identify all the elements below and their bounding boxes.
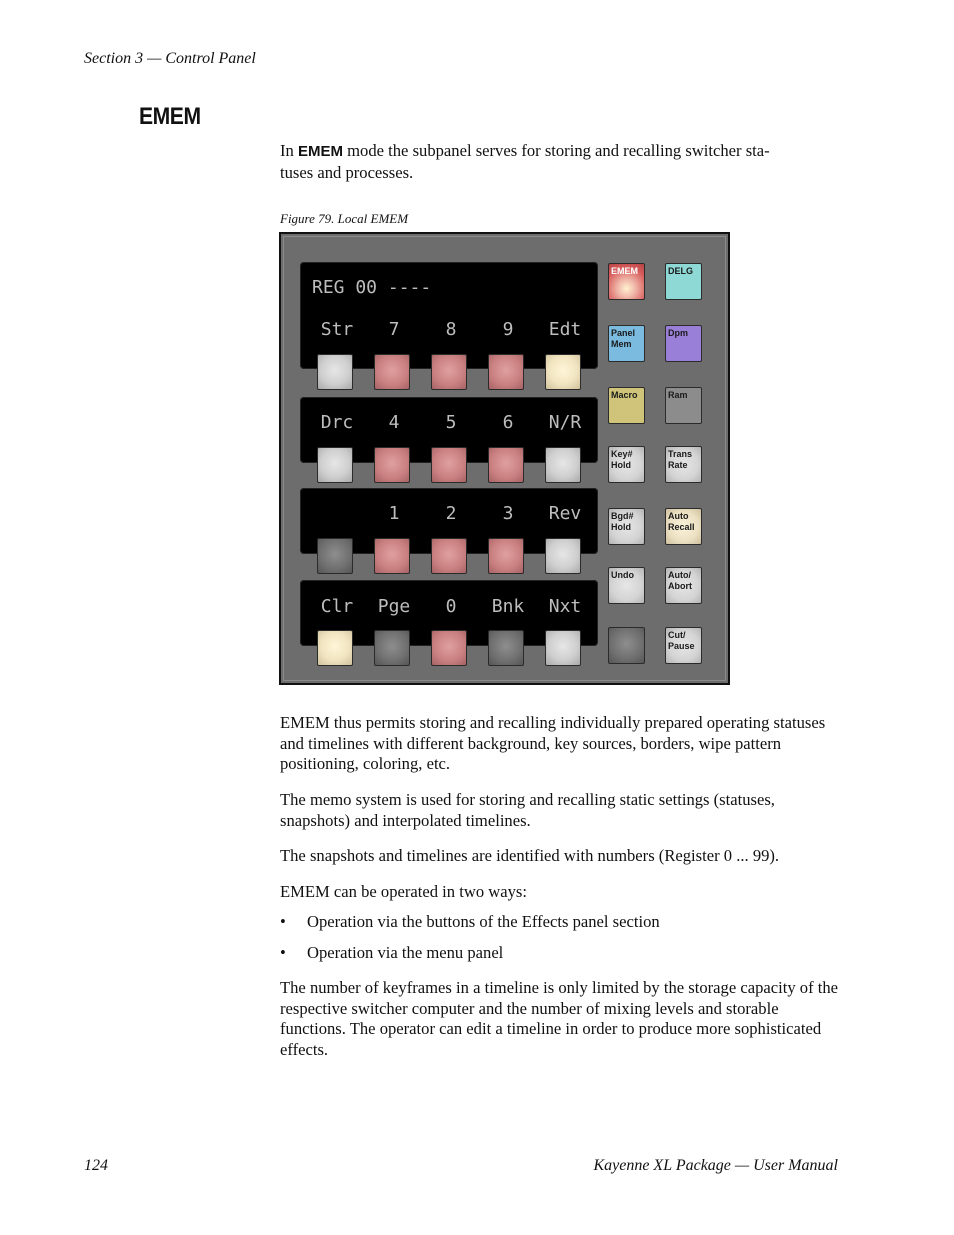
key-label: Bnk xyxy=(491,596,525,617)
body-paragraph-4: EMEM can be operated in two ways: xyxy=(280,882,527,901)
emem-panel-figure xyxy=(279,232,730,685)
digit-4-button[interactable] xyxy=(374,447,410,483)
rev-button[interactable] xyxy=(545,538,581,574)
undo-button[interactable]: Undo xyxy=(608,567,645,604)
key-label: Pge xyxy=(377,596,411,617)
macro-button[interactable]: Macro xyxy=(608,387,645,424)
nr-button[interactable] xyxy=(545,447,581,483)
emem-keyword: EMEM xyxy=(297,143,343,160)
key-hold-button[interactable]: Key# Hold xyxy=(608,446,645,483)
key-label: 0 xyxy=(445,596,457,617)
bnk-button[interactable] xyxy=(488,630,524,666)
blank-button[interactable] xyxy=(317,538,353,574)
digit-5-button[interactable] xyxy=(431,447,467,483)
digit-8-button[interactable] xyxy=(431,354,467,390)
pge-button[interactable] xyxy=(374,630,410,666)
auto-abort-button[interactable]: Auto/ Abort xyxy=(665,567,702,604)
key-label: Clr xyxy=(320,596,354,617)
key-label: 8 xyxy=(445,319,457,340)
key-label: Rev xyxy=(548,503,582,524)
body-paragraph-5: The number of keyframes in a timeline is only limited by the storage capacity of the respective switcher computer and the number of mixing levels and storable functions. The operator can edit a timeline in order to produce more sophisticated effects. xyxy=(280,978,839,1059)
key-label: Edt xyxy=(548,319,582,340)
running-footer: Kayenne XL Package — User Manual xyxy=(593,1157,838,1174)
digit-0-button[interactable] xyxy=(431,630,467,666)
section-heading: EMEM xyxy=(139,103,201,130)
key-label: 4 xyxy=(388,412,400,433)
str-button[interactable] xyxy=(317,354,353,390)
key-label: 6 xyxy=(502,412,514,433)
bullet-list xyxy=(280,912,842,963)
clr-button[interactable] xyxy=(317,630,353,666)
lcd-display-1 xyxy=(300,262,598,369)
list-item: • Operation via the buttons of the Effects panel section xyxy=(280,912,660,931)
drc-button[interactable] xyxy=(317,447,353,483)
emem-button[interactable]: EMEM xyxy=(608,263,645,300)
body-paragraph-2: The memo system is used for storing and recalling static settings (statuses, snapshots) and interpolated timelines. xyxy=(280,790,775,830)
digit-7-button[interactable] xyxy=(374,354,410,390)
running-header: Section 3 — Control Panel xyxy=(84,50,256,67)
key-label: N/R xyxy=(548,412,582,433)
key-label: 2 xyxy=(445,503,457,524)
key-label: 9 xyxy=(502,319,514,340)
key-label: Str xyxy=(320,319,354,340)
figure-caption: Figure 79. Local EMEM xyxy=(280,211,409,226)
panel-mem-button[interactable]: Panel Mem xyxy=(608,325,645,362)
key-label: 1 xyxy=(388,503,400,524)
page-number: 124 xyxy=(84,1157,108,1174)
auto-recall-button[interactable]: Auto Recall xyxy=(665,508,702,545)
nxt-button[interactable] xyxy=(545,630,581,666)
trans-rate-button[interactable]: Trans Rate xyxy=(665,446,702,483)
body-paragraph-3: The snapshots and timelines are identified with numbers (Register 0 ... 99). xyxy=(280,846,780,865)
edt-button[interactable] xyxy=(545,354,581,390)
key-label: 5 xyxy=(445,412,457,433)
digit-9-button[interactable] xyxy=(488,354,524,390)
intro-paragraph: In EMEM mode the subpanel serves for storing and recalling switcher sta- tuses and processes. xyxy=(280,141,770,182)
unlabeled-side-button[interactable] xyxy=(608,627,645,664)
ram-button[interactable]: Ram xyxy=(665,387,702,424)
delg-button[interactable]: DELG xyxy=(665,263,702,300)
digit-1-button[interactable] xyxy=(374,538,410,574)
lcd-register-readout: REG 00 ---- xyxy=(312,277,432,298)
digit-2-button[interactable] xyxy=(431,538,467,574)
cut-pause-button[interactable]: Cut/ Pause xyxy=(665,627,702,664)
digit-6-button[interactable] xyxy=(488,447,524,483)
key-label: Nxt xyxy=(548,596,582,617)
digit-3-button[interactable] xyxy=(488,538,524,574)
bgd-hold-button[interactable]: Bgd# Hold xyxy=(608,508,645,545)
body-paragraph-1: EMEM thus permits storing and recalling individually prepared operating statuses and timelines with different background, key sources, borders, wipe pattern positioning, coloring, etc. xyxy=(280,713,826,773)
key-label: 7 xyxy=(388,319,400,340)
dpm-button[interactable]: Dpm xyxy=(665,325,702,362)
list-item: • Operation via the menu panel xyxy=(280,942,504,962)
key-label: Drc xyxy=(320,412,354,433)
key-label: 3 xyxy=(502,503,514,524)
